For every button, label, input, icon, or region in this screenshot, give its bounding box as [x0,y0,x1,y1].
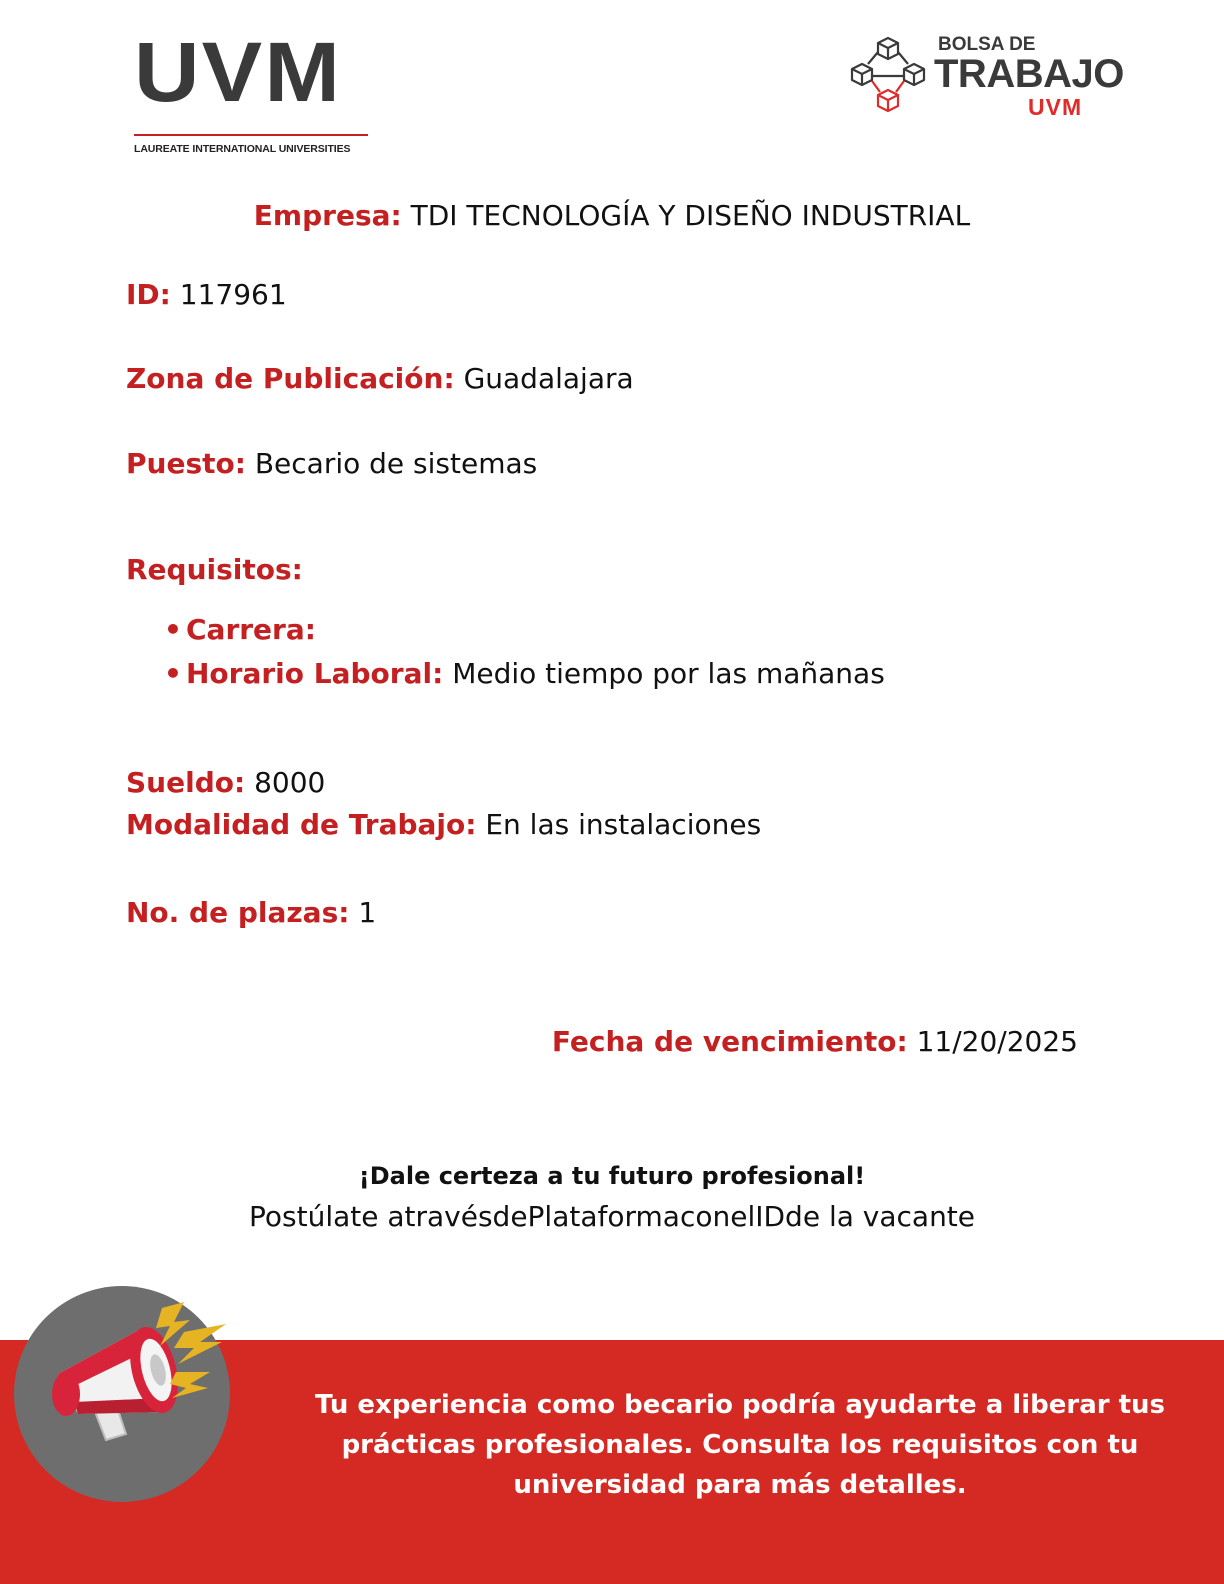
vencimiento-value: 11/20/2025 [916,1025,1078,1058]
requisitos-label: Requisitos: [126,553,303,586]
modalidad-line [126,808,761,841]
plazas-label: No. de plazas: [126,896,350,929]
uvm-logo [134,25,374,155]
horario-value: Medio tiempo por las mañanas [452,657,885,690]
bolsa-de-trabajo-logo [850,34,1124,124]
uvm-logo-rule [134,134,368,136]
bolsa-logo-line3: UVM [1028,94,1083,120]
horario-label: Horario Laboral: [186,657,444,690]
zona-label: Zona de Publicación: [126,362,455,395]
empresa-label: Empresa: [253,199,402,232]
bolsa-logo-line1: BOLSA DE [938,34,1036,55]
megaphone-icon [14,1286,230,1502]
puesto-line [126,447,537,480]
puesto-label: Puesto: [126,447,246,480]
id-value: 117961 [179,278,287,311]
puesto-value: Becario de sistemas [254,447,538,480]
cta-title: ¡Dale certeza a tu futuro profesional! [358,1162,866,1190]
id-label: ID: [126,278,171,311]
sueldo-value: 8000 [254,766,326,799]
uvm-logo-subtitle: LAUREATE INTERNATIONAL UNIVERSITIES [134,143,351,155]
zona-line [126,362,634,395]
bolsa-logo-line2: TRABAJO [934,52,1124,96]
requisitos-heading [126,553,303,586]
modalidad-value: En las instalaciones [485,808,762,841]
vencimiento-label: Fecha de vencimiento: [551,1025,908,1058]
list-item [164,613,885,657]
footer-text: Tu experiencia como becario podría ayudarte a liberar tus prácticas profesionales. Consulta los requisitos con tu universidad para más detalles. [314,1390,1166,1500]
sueldo-line [126,766,325,799]
empresa-value: TDI TECNOLOGÍA Y DISEÑO INDUSTRIAL [410,199,971,232]
uvm-logo-letters: UVM [134,25,343,119]
cubes-network-icon [850,34,932,120]
id-line [126,278,287,311]
plazas-line [126,896,376,929]
vencimiento-line [552,1025,1078,1058]
cta-text: Postúlate atravésdePlataformaconelIDde la vacante [248,1200,976,1233]
plazas-value: 1 [358,896,377,929]
sueldo-label: Sueldo: [126,766,246,799]
megaphone-badge [14,1286,230,1502]
list-item [164,657,885,701]
empresa-line [0,199,1224,232]
modalidad-label: Modalidad de Trabajo: [126,808,477,841]
zona-value: Guadalajara [463,362,634,395]
requisitos-list [164,613,885,701]
carrera-label: Carrera: [186,613,316,646]
